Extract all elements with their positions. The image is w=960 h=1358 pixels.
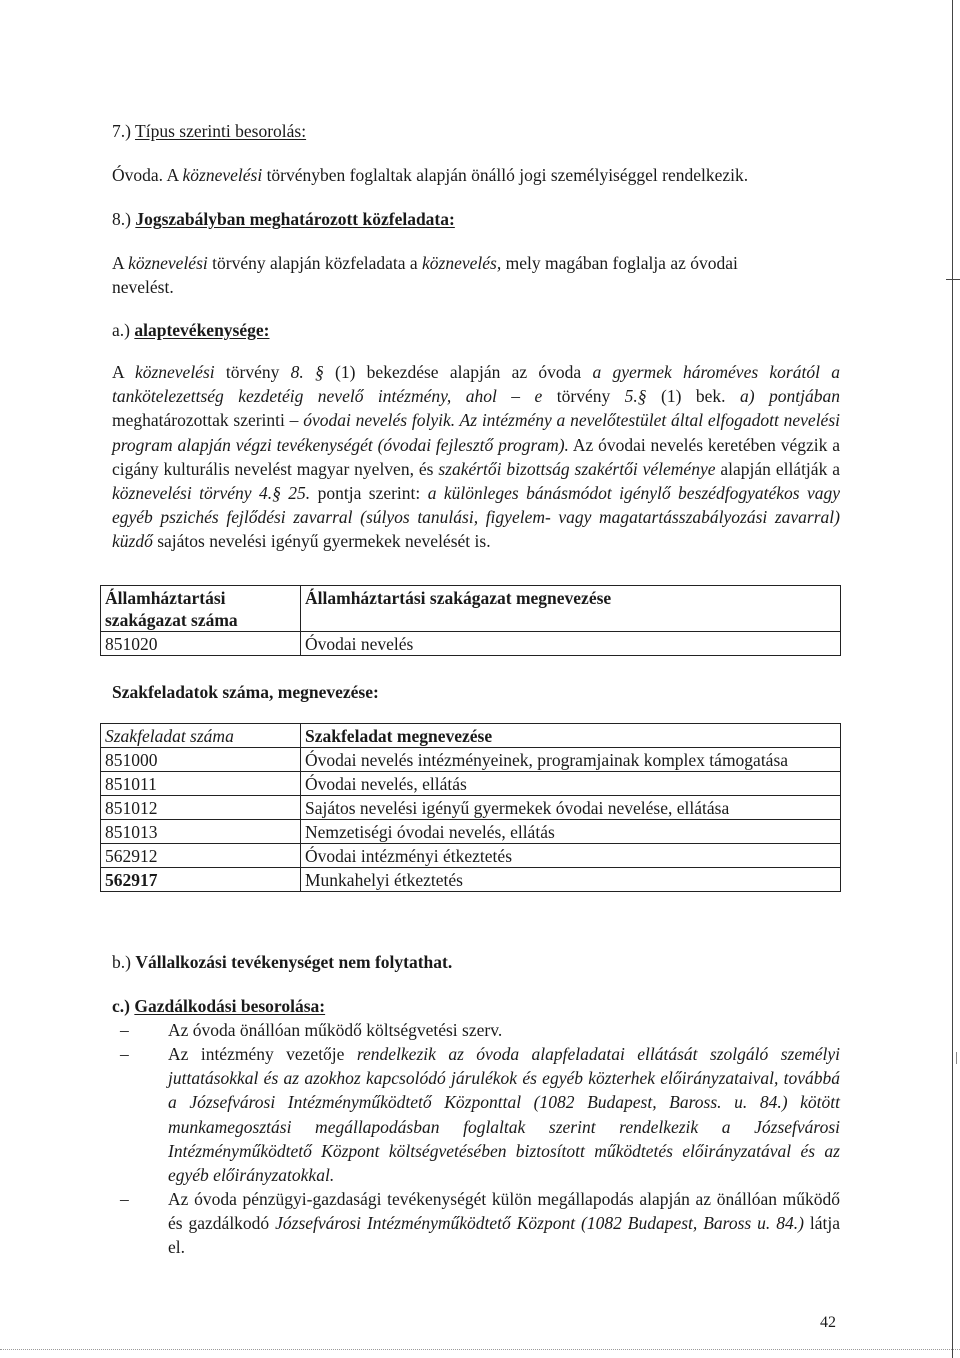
table-row — [101, 796, 841, 820]
table-cell: 562912 — [101, 844, 301, 868]
section-8-heading: 8.) Jogszabályban meghatározott közfeladata: — [112, 209, 455, 229]
table-row — [101, 844, 841, 868]
table-cell: 562917 — [101, 868, 301, 892]
document-page: 7.) Típus szerinti besorolás: Óvoda. A köznevelési törvényben foglaltak alapján önálló jogi személyiséggel rendelkezik. 8.) Jogszabályban meghatározott közfeladata: A köznevelési törvény alapján közfeladata a köznevelés, mely magában foglalja az óvodai nevelést. a.) alaptevékenysége: A köznevelési törvény 8. § (1) bekezdése alapján az óvoda a gyermek hároméves korától a tankötelezettség kezdetéig nevelő intézmény, ahol – e törvény 5.§ (1) bek. a) pontjában meghatározottak szerinti – óvodai nevelés folyik. Az intézmény a nevelőtestület által elfogadott nevelési program alapján végzi tevékenységét (óvodai fejlesztő program). Az óvodai nevelés keretében végzik a cigány kulturális nevelést magyar nyelven, és szakértői bizottság szakértői véleménye alapján ellátják a köznevelési törvény 4.§ 25. pontja szerint: a különleges bánásmódot igénylő beszédfogyatékos vagy egyéb pszichés fejlődési zavarral (súlyos tanulási, figyelem- vagy magatartásszabályozási zavarral) küzdő sajátos nevelési igényű gyermekek nevelését is. Államháztartási szakágazat száma Államháztartási szakágazat megnevezése 851020 Óvodai nevelés Szakfeladatok száma, megnevezése: Szakfeladat száma Szakfeladat megnevezése 851000 Óvodai nevelés intézményeinek, programjainak komplex támogatása 851011 Óvodai nevelés, ellátás 851012 Sajátos nevelési igényű gyermekek óvodai nevelése, ellátása 851013 Nemzetiségi óvodai nevelés, ellátás 562912 Óvodai intézményi étkeztetés 562917 Munkahelyi étkeztetés b.) Vállalkozási tevékenységet nem folytathat. c.) Gazdálkodási besorolása: – Az óvoda önállóan működő költségvetési szerv. – Az intézmény vezetője rendelkezik az óvoda alapfeladatai ellátását szolgáló személyi juttatásokkal és az azokhoz kapcsolódó járulékok és egyéb közterhek előirányzataival, továbbá a Józsefvárosi Intézményműködtető Központtal (1082 Budapest, Baross. u. 84.) kötött munkamegosztási megállapodásban foglaltak szerint rendelkezik a Józsefvárosi Intézményműködtető Központ költségvetésében biztosított működtetés előirányzatával és az egyéb előirányzatokkal. – Az óvoda pénzügyi-gazdasági tevékenységét külön megállapodás alapján az önállóan működő és gazdálkodó Józsefvárosi Intézményműködtető Központ (1082 Budapest, Baross u. 84.) látja el. 42 — [0, 0, 960, 1358]
section-a-heading: a.) alaptevékenysége: — [112, 320, 270, 340]
section-a-paragraph: A köznevelési törvény 8. § (1) bekezdése alapján az óvoda a gyermek hároméves korától a tankötelezettség kezdetéig nevelő intézmény, ahol – e törvény 5.§ (1) bek. a) pontjában meghatározottak szerinti – óvodai nevelés folyik. Az intézmény a nevelőtestület által elfogadott nevelési program alapján végzi tevékenységét (óvodai fejlesztő program). Az óvodai nevelés keretében végzik a cigány kulturális nevelést magyar nyelven, és szakértői bizottság szakértői véleménye alapján ellátják a köznevelési törvény 4.§ 25. pontja szerint: a különleges bánásmódot igénylő beszédfogyatékos vagy egyéb pszichés fejlődési zavarral (súlyos tanulási, figyelem- vagy magatartásszabályozási zavarral) küzdő sajátos nevelési igényű gyermekek nevelését is. — [112, 362, 841, 552]
table-header-cell: Államháztartási szakágazat megnevezése — [301, 586, 841, 632]
table-header-row — [101, 586, 841, 632]
table-cell: Óvodai nevelés, ellátás — [301, 772, 841, 796]
table-cell: 851020 — [101, 632, 301, 656]
section-7-text: Óvoda. A köznevelési törvényben foglaltak alapján önálló jogi személyiséggel rendelkezik. — [112, 165, 749, 185]
section-7-heading: 7.) Típus szerinti besorolás: — [112, 121, 307, 141]
section-8-text-line1: A köznevelési törvény alapján közfeladata a köznevelés, mely magában foglalja az óvodai — [112, 253, 738, 273]
table-header-cell: Szakfeladat száma — [101, 724, 301, 748]
page-number: 42 — [820, 1314, 836, 1331]
margin-rule — [952, 0, 953, 1358]
table-cell: Nemzetiségi óvodai nevelés, ellátás — [301, 820, 841, 844]
table-header-cell: Szakfeladat megnevezése — [301, 724, 841, 748]
table-row — [101, 748, 841, 772]
scan-artifact-line — [0, 1349, 960, 1350]
margin-tick — [946, 279, 960, 280]
margin-tick — [956, 1052, 960, 1064]
table-row — [101, 772, 841, 796]
list-item-text: Az intézmény vezetője rendelkezik az óvoda alapfeladatai ellátását szolgáló személyi juttatásokkal és az azokhoz kapcsolódó járulékok és egyéb közterhek előirányzataival, továbbá a Józsefvárosi Intézményműködtető Központtal (1082 Budapest, Baross. u. 84.) kötött munkamegosztási megállapodásban foglaltak szerint rendelkezik a Józsefvárosi Intézményműködtető Központ költségvetésében biztosított működtetés előirányzatával és az egyéb előirányzatokkal. — [168, 1044, 840, 1186]
section-b-heading: b.) Vállalkozási tevékenységet nem folytathat. — [112, 952, 453, 972]
table-cell: Óvodai intézményi étkeztetés — [301, 844, 841, 868]
table-cell: Sajátos nevelési igényű gyermekek óvodai nevelése, ellátása — [301, 796, 841, 820]
table-row — [101, 868, 841, 892]
table-header-row — [101, 724, 841, 748]
szakagazat-table — [100, 585, 841, 656]
section-c-heading: c.) Gazdálkodási besorolása: — [112, 996, 326, 1016]
szakfeladat-table — [100, 723, 841, 892]
table-cell: 851000 — [101, 748, 301, 772]
table-cell: 851013 — [101, 820, 301, 844]
table-cell: 851011 — [101, 772, 301, 796]
list-item-text: Az óvoda pénzügyi-gazdasági tevékenységét külön megállapodás alapján az önállóan működő és gazdálkodó Józsefvárosi Intézményműködtető Központ (1082 Budapest, Baross u. 84.) látja el. — [168, 1189, 841, 1258]
table-row — [101, 820, 841, 844]
table-cell: 851012 — [101, 796, 301, 820]
table-row — [101, 632, 841, 656]
section-8-text-line2: nevelést. — [112, 277, 174, 297]
table-cell: Óvodai nevelés intézményeinek, programjainak komplex támogatása — [301, 748, 841, 772]
szakfeladatok-heading: Szakfeladatok száma, megnevezése: — [112, 682, 379, 702]
table-header-cell: Államháztartási szakágazat száma — [101, 586, 301, 632]
table-cell: Óvodai nevelés — [301, 632, 841, 656]
table-cell: Munkahelyi étkeztetés — [301, 868, 841, 892]
